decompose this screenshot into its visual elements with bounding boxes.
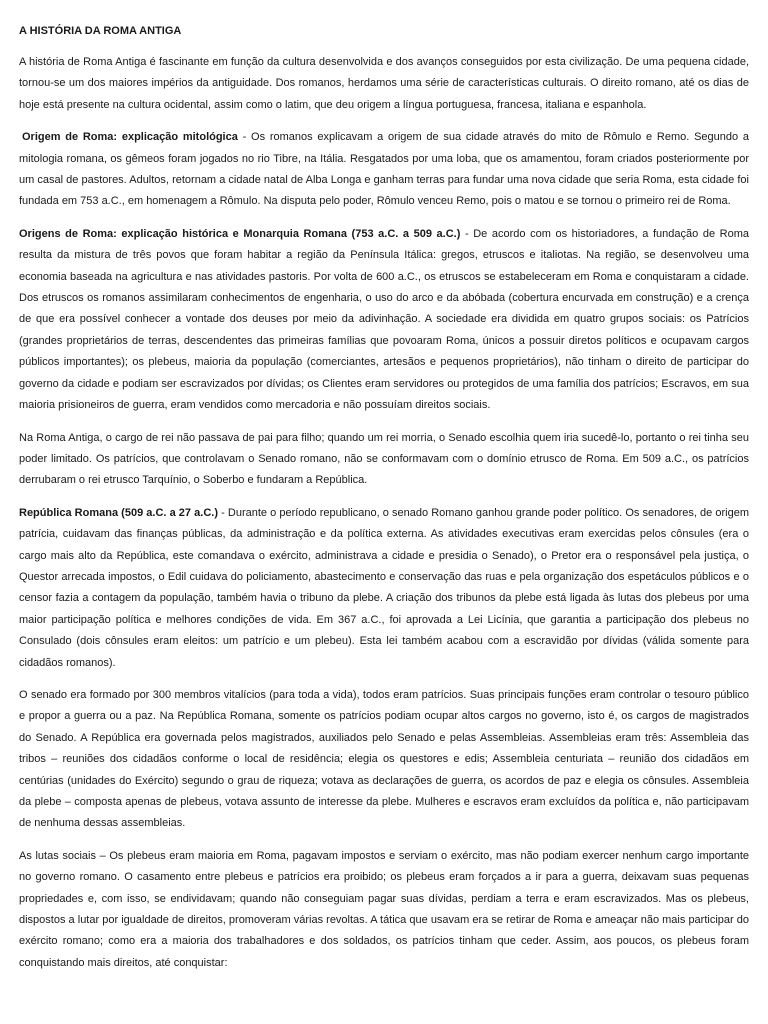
paragraph-republic bbox=[19, 503, 749, 674]
paragraph-heading: Origens de Roma: explicação histórica e Monarquia Romana (753 a.C. a 509 a.C.) bbox=[19, 227, 461, 240]
document-title: A HISTÓRIA DA ROMA ANTIGA bbox=[19, 25, 182, 37]
paragraph-heading: República Romana (509 a.C. a 27 a.C.) bbox=[19, 506, 218, 519]
paragraph-mythological-origin bbox=[19, 127, 749, 213]
paragraph-text: As lutas sociais – Os plebeus eram maioria em Roma, pagavam impostos e serviam o exército, mas não podiam exercer nenhum cargo importante no governo romano. O casamento entre plebeus e patrícios era proibido; os plebeus eram forçados a ir para a guerra, deixavam suas pequenas propriedades e, com isso, se endividavam; quando não conseguiam pagar suas dívidas, perdiam a terra e eram escravizados. Mas os plebeus, dispostos a lutar por igualdade de direitos, promoveram várias revoltas. A tática que usavam era se retirar de Roma e ameaçar não mais participar do exército romano; como era a maioria dos trabalhadores e dos soldados, os patrícios tinham que ceder. Assim, aos poucos, os plebeus foram conquistando mais direitos, até conquistar: bbox=[19, 849, 749, 969]
paragraph-text: Na Roma Antiga, o cargo de rei não passava de pai para filho; quando um rei morria, o Senado escolhia quem iria sucedê-lo, portanto o rei tinha seu poder limitado. Os patrícios, que controlavam o Senado romano, não se conformavam com o domínio etrusco de Roma. Em 509 a.C., os patrícios derrubaram o rei etrusco Tarquínio, o Soberbo e fundaram a República. bbox=[19, 431, 749, 487]
paragraph-text: - Os romanos explicavam a origem de sua cidade através do mito de Rômulo e Remo. Segundo a mitologia romana, os gêmeos foram jogados no rio Tibre, na Itália. Resgatados por uma loba, que os amamentou, foram criados posteriormente por um casal de pastores. Adultos, retornam a cidade natal de Alba Longa e ganham terras para fundar uma nova cidade que seria Roma, esta cidade foi fundada em 753 a.C., em homenagem a Rômulo. Na disputa pelo poder, Rômulo venceu Remo, pois o matou e se tornou o primeiro rei de Roma. bbox=[19, 131, 749, 208]
paragraph-text: - Durante o período republicano, o senado Romano ganhou grande poder político. Os senadores, de origem patrícia, cuidavam das finanças públicas, da administração e da política externa. As atividades executivas eram exercidas pelos cônsules (era o cargo mais alto da República, este comandava o exército, administrava a cidade e presidia o Senado), o Pretor era o responsável pela justiça, o Questor arrecada impostos, o Edil cuidava do policiamento, abastecimento e conservação das ruas e pela organização dos espetáculos públicos e o censor fazia a contagem da população, também havia o tribuno da plebe. A criação dos tribunos da plebe está ligada às lutas dos plebeus por uma maior participação política e melhores condições de vida. Em 367 a.C., foi aprovada a Lei Licínia, que garantia a participação dos plebeus no Consulado (dois cônsules eram eleitos: um patrício e um plebeu). Esta lei também acabou com a escravidão por dívidas (válida somente para cidadãos romanos). bbox=[19, 506, 749, 669]
paragraph-social-struggles bbox=[19, 846, 749, 974]
paragraph-text: A história de Roma Antiga é fascinante em função da cultura desenvolvida e dos avanços conseguidos por esta civilização. De uma pequena cidade, tornou-se um dos maiores impérios da antiguidade. Dos romanos, herdamos uma série de características culturais. O direito romano, até os dias de hoje está presente na cultura ocidental, assim como o latim, que deu origem a língua portuguesa, francesa, italiana e espanhola. bbox=[19, 56, 749, 111]
paragraph-text: - De acordo com os historiadores, a fundação de Roma resulta da mistura de três povos que foram habitar a região da Península Itálica: gregos, etruscos e italiotas. Na região, se desenvolveu uma economia baseada na agricultura e nas atividades pastoris. Por volta de 600 a.C., os etruscos se estabeleceram em Roma e conquistaram a cidade. Dos etruscos os romanos assimilaram conhecimentos de engenharia, o uso do arco e da abóbada (cobertura encurvada em construção) e a crença de que era possível conhecer a vontade dos deuses por meio da adivinhação. A sociedade era dividida em quatro grupos sociais: os Patrícios (grandes proprietários de terras, descendentes das primeiras famílias que povoaram Roma, únicos a possuir diretos políticos e ocupavam cargos públicos importantes); os plebeus, maioria da população (comerciantes, artesãos e pequenos proprietários), não tinham o direito de participar do governo da cidade e podiam ser escravizados por dívidas; os Clientes eram servidores ou protegidos de uma família dos patrícios; Escravos, em sua maioria prisioneiros de guerra, eram vendidos como mercadoria e não possuíam direitos sociais. bbox=[19, 227, 749, 412]
paragraph-senate bbox=[19, 685, 749, 835]
paragraph-heading: Origem de Roma: explicação mitológica bbox=[22, 131, 238, 144]
paragraph-historical-origin bbox=[19, 224, 749, 417]
paragraph-intro bbox=[19, 52, 749, 116]
paragraph-text: O senado era formado por 300 membros vitalícios (para toda a vida), todos eram patrícios. Suas principais funções eram controlar o tesouro público e propor a guerra ou a paz. Na República Romana, somente os patrícios podiam ocupar altos cargos no governo, isto é, os cargos de magistrados do Senado. A República era governada pelos magistrados, auxiliados pelo Senado e pelas Assembleias. Assembleias eram três: Assembleia das tribos – reuniões dos cidadãos conforme o local de residência; elegia os questores e edis; Assembleia centuriata – reunião dos cidadãos em centúrias (unidades do Exército) segundo o grau de riqueza; votava as declarações de guerra, os acordos de paz e elegia os cônsules. Assembleia da plebe – composta apenas de plebeus, votava assunto de interesse da plebe. Mulheres e escravos eram excluídos da política e, não participavam de nenhuma dessas assembleias. bbox=[19, 688, 749, 830]
paragraph-monarchy-end bbox=[19, 428, 749, 492]
